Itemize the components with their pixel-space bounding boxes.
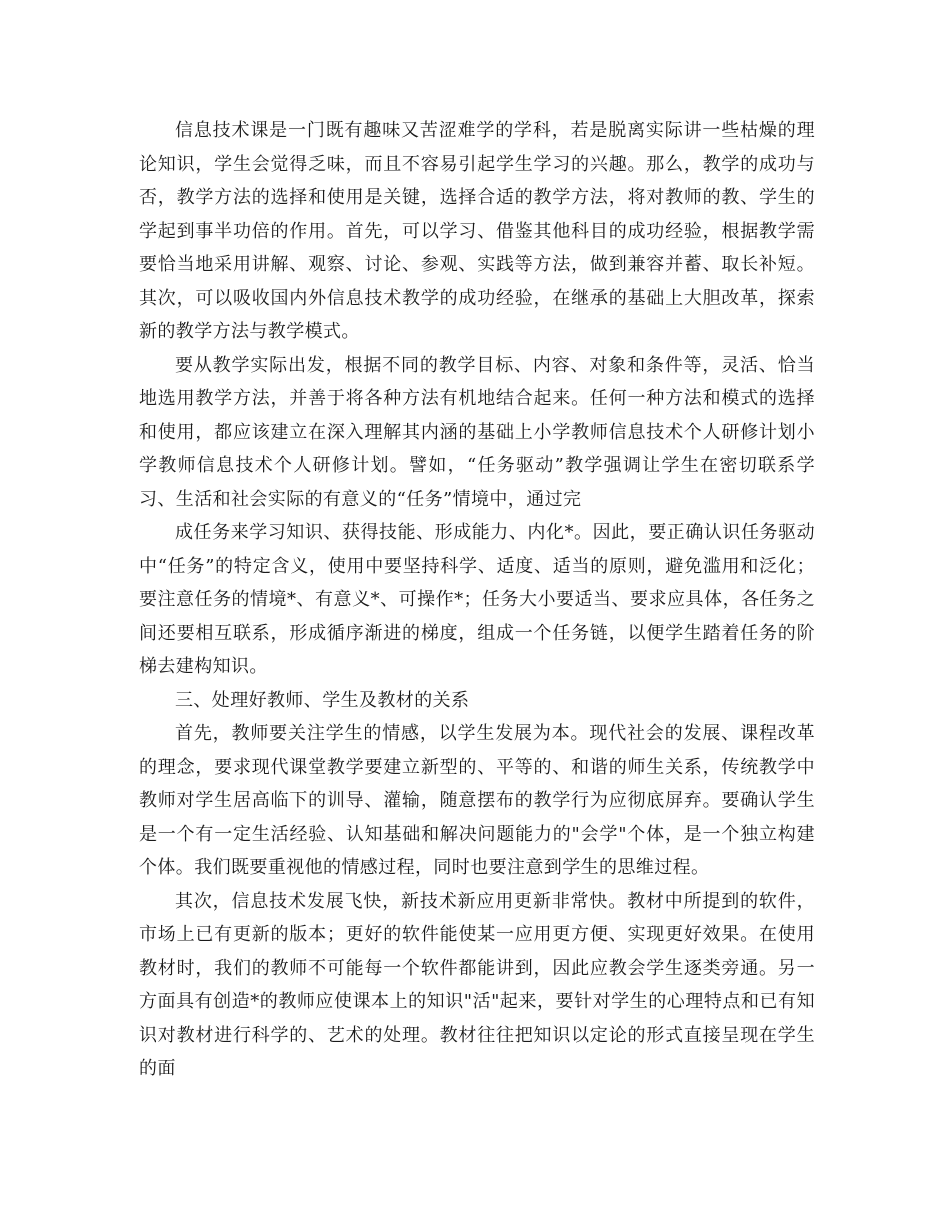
section-heading-relationships: 三、处理好教师、学生及教材的关系 [175,689,470,711]
paragraph-textbook-usage: 其次，信息技术发展飞快，新技术新应用更新非常快。教材中所提到的软件，市场上已有更新的版本；更好的软件能使某一应用更方便、实现更好效果。在使用教材时，我们的教师不可能每一个软件都能讲到，因此应教会学生逐类旁通。另一方面具有创造*的教师应使课本上的知识"活"起来，要针对学生的心理特点和已有知识对教材进行科学的、艺术的处理。教材往往把知识以定论的形式直接呈现在学生的面 [139,890,815,1079]
paragraph-student-emotion: 首先，教师要关注学生的情感，以学生发展为本。现代社会的发展、课程改革的理念，要求现代课堂教学要建立新型的、平等的、和谐的师生关系，传统教学中教师对学生居高临下的训导、灌输，随意摆布的教学行为应彻底屏弃。要确认学生是一个有一定生活经验、认知基础和解决问题能力的"会学"个体，是一个独立构建个体。我们既要重视他的情感过程，同时也要注意到学生的思维过程。 [139,723,815,878]
paragraph-practical-approach: 要从教学实际出发，根据不同的教学目标、内容、对象和条件等，灵活、恰当地选用教学方法，并善于将各种方法有机地结合起来。任何一种方法和模式的选择和使用，都应该建立在深入理解其内涵的基础上小学教师信息技术个人研修计划小学教师信息技术个人研修计划。譬如，“任务驱动”教学强调让学生在密切联系学习、生活和社会实际的有意义的“任务”情境中，通过完 [139,354,815,510]
paragraph-task-driven: 成任务来学习知识、获得技能、形成能力、内化*。因此，要正确认识任务驱动中“任务”的特定含义，使用中要坚持科学、适度、适当的原则，避免滥用和泛化；要注意任务的情境*、有意义*、可操作*；任务大小要适当、要求应具体，各任务之间还要相互联系，形成循序渐进的梯度，组成一个任务链，以便学生踏着任务的阶梯去建构知识。 [139,522,815,677]
paragraph-teaching-methods: 信息技术课是一门既有趣味又苦涩难学的学科，若是脱离实际讲一些枯燥的理论知识，学生会觉得乏味，而且不容易引起学生学习的兴趣。那么，教学的成功与否，教学方法的选择和使用是关键，选择合适的教学方法，将对教师的教、学生的学起到事半功倍的作用。首先，可以学习、借鉴其他科目的成功经验，根据教学需要恰当地采用讲解、观察、讨论、参观、实践等方法，做到兼容并蓄、取长补短。其次，可以吸收国内外信息技术教学的成功经验，在继承的基础上大胆改革，探索新的教学方法与教学模式。 [139,120,815,342]
document-body [139,114,815,1086]
